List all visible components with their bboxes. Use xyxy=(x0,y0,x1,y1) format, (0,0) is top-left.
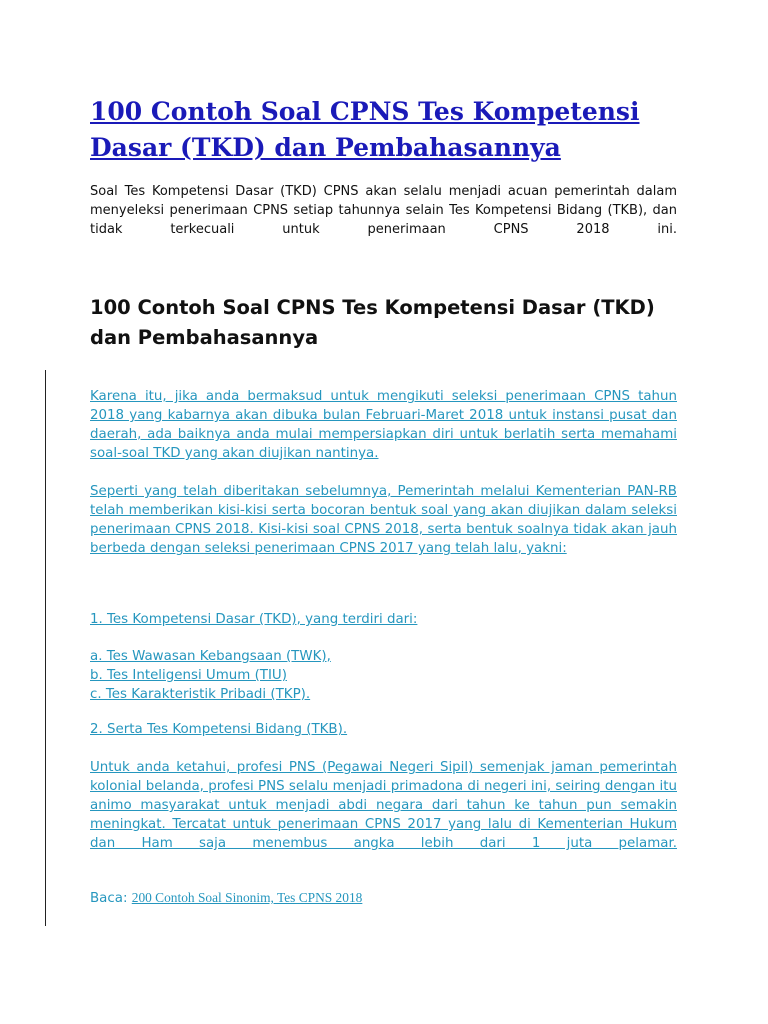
list-item-tkd[interactable]: 1. Tes Kompetensi Dasar (TKD), yang terdiri dari: xyxy=(90,612,418,627)
article-subtitle: 100 Contoh Soal CPNS Tes Kompetensi Dasar (TKD) dan Pembahasannya xyxy=(90,296,655,349)
list-item-tkb[interactable]: 2. Serta Tes Kompetensi Bidang (TKB). xyxy=(90,722,348,737)
baca-label: Baca: xyxy=(90,891,128,906)
list-subitem-twk[interactable]: a. Tes Wawasan Kebangsaan (TWK), xyxy=(90,649,331,664)
list-subitem-tkp[interactable]: c. Tes Karakteristik Pribadi (TKP). xyxy=(90,687,311,702)
paragraph-link-1[interactable]: Karena itu, jika anda bermaksud untuk mengikuti seleksi penerimaan CPNS tahun 2018 yang kabarnya akan dibuka bulan Februari-Maret 2018 untuk instansi pusat dan daerah, ada baiknya anda mulai mempersiapkan diri untuk berlatih serta memahami soal-soal TKD yang akan diujikan nantinya. xyxy=(90,389,677,461)
baca-link[interactable]: 200 Contoh Soal Sinonim, Tes CPNS 2018 xyxy=(131,890,363,905)
baca-line xyxy=(90,888,362,908)
left-margin-rule xyxy=(45,370,46,926)
paragraph-link-3[interactable]: Untuk anda ketahui, profesi PNS (Pegawai Negeri Sipil) semenjak jaman pemerintah kolonial belanda, profesi PNS selalu menjadi primadona di negeri ini, seiring dengan itu animo masyarakat untuk menjadi abdi negara dari tahun ke tahun pun semakin meningkat. Tercatat untuk penerimaan CPNS 2017 yang lalu di Kementerian Hukum dan Ham saja menembus angka lebih dari 1 juta pelamar. xyxy=(90,760,677,851)
article-title-link[interactable]: 100 Contoh Soal CPNS Tes Kompetensi Dasar (TKD) dan Pembahasannya xyxy=(90,97,640,162)
paragraph-link-2[interactable]: Seperti yang telah diberitakan sebelumnya, Pemerintah melalui Kementerian PAN-RB telah memberikan kisi-kisi serta bocoran bentuk soal yang akan diujikan dalam seleksi penerimaan CPNS 2018. Kisi-kisi soal CPNS 2018, serta bentuk soalnya tidak akan jauh berbeda dengan seleksi penerimaan CPNS 2017 yang telah lalu, yakni: xyxy=(90,484,677,556)
intro-paragraph: Soal Tes Kompetensi Dasar (TKD) CPNS akan selalu menjadi acuan pemerintah dalam menyeleksi penerimaan CPNS setiap tahunnya selain Tes Kompetensi Bidang (TKB), dan tidak terkecuali untuk penerimaan CPNS 2018 ini. xyxy=(90,184,677,237)
list-subitem-tiu[interactable]: b. Tes Inteligensi Umum (TIU) xyxy=(90,668,287,683)
